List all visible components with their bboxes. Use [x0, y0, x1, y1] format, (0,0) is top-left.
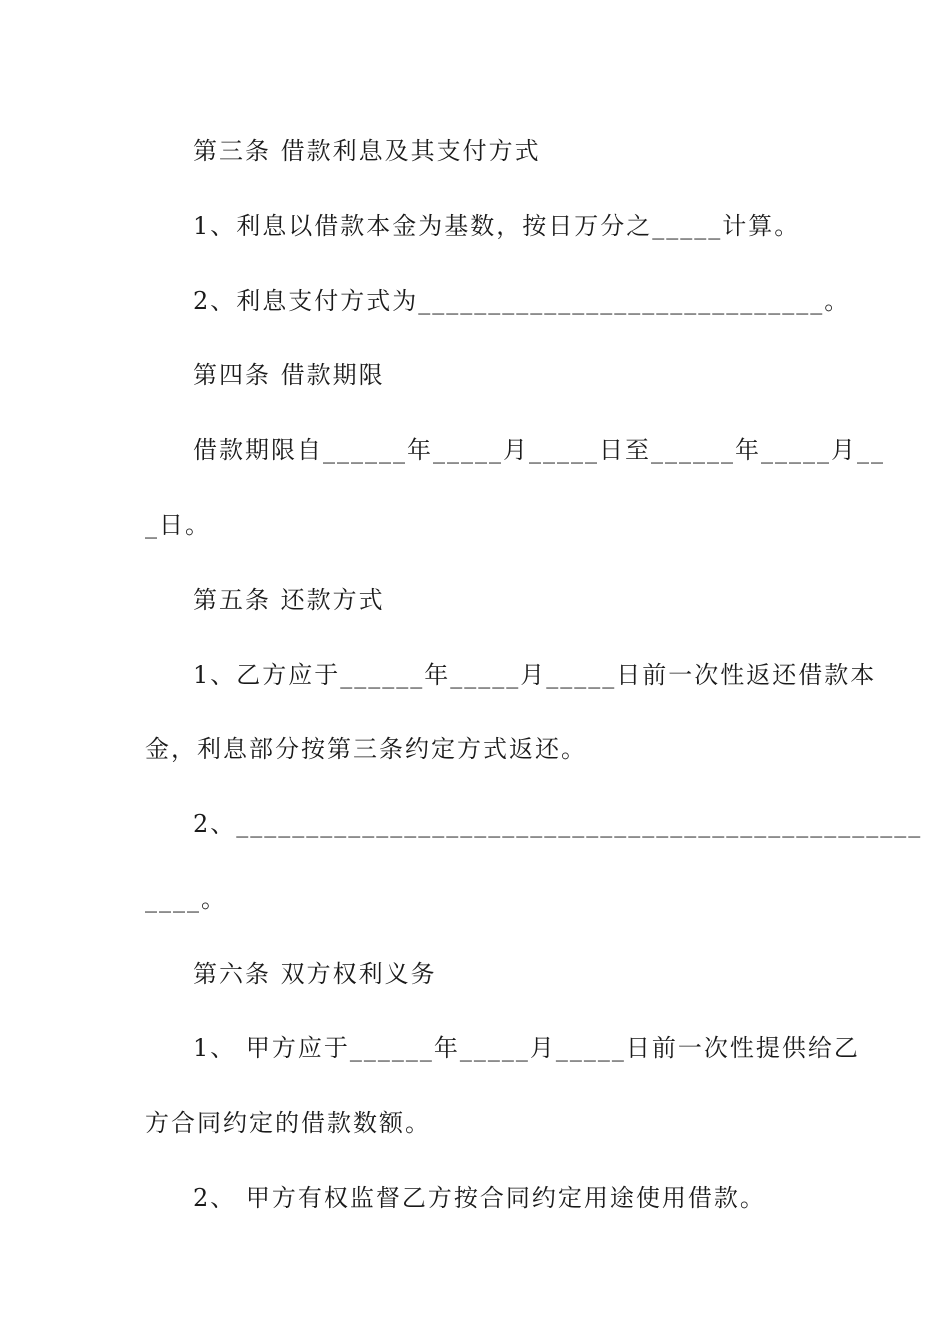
article-3-clause-1: 1、利息以借款本金为基数，按日万分之_____计算。: [193, 212, 801, 240]
article-5-clause-1-line-2: 金，利息部分按第三条约定方式返还。: [145, 735, 587, 763]
article-5-clause-2-line-1: 2、_________________________________________________: [193, 810, 923, 838]
article-4-term-line-2: _日。: [145, 511, 211, 539]
article-5-heading: 第五条 还款方式: [193, 586, 385, 614]
article-5-clause-1-line-1: 1、乙方应于______年_____月_____日前一次性返还借款本: [193, 661, 877, 689]
article-4-term-line-1: 借款期限自______年_____月_____日至______年_____月__: [193, 436, 885, 464]
article-4-heading: 第四条 借款期限: [193, 361, 385, 389]
article-3-clause-2: 2、利息支付方式为_____________________________。: [193, 287, 851, 315]
article-6-clause-1-line-2: 方合同约定的借款数额。: [145, 1109, 431, 1137]
article-6-clause-2: 2、 甲方有权监督乙方按合同约定用途使用借款。: [193, 1184, 766, 1212]
article-6-clause-1-line-1: 1、 甲方应于______年_____月_____日前一次性提供给乙: [193, 1034, 860, 1062]
article-3-heading: 第三条 借款利息及其支付方式: [193, 137, 541, 165]
article-6-heading: 第六条 双方权利义务: [193, 960, 437, 988]
article-5-clause-2-line-2: ____。: [145, 885, 227, 913]
